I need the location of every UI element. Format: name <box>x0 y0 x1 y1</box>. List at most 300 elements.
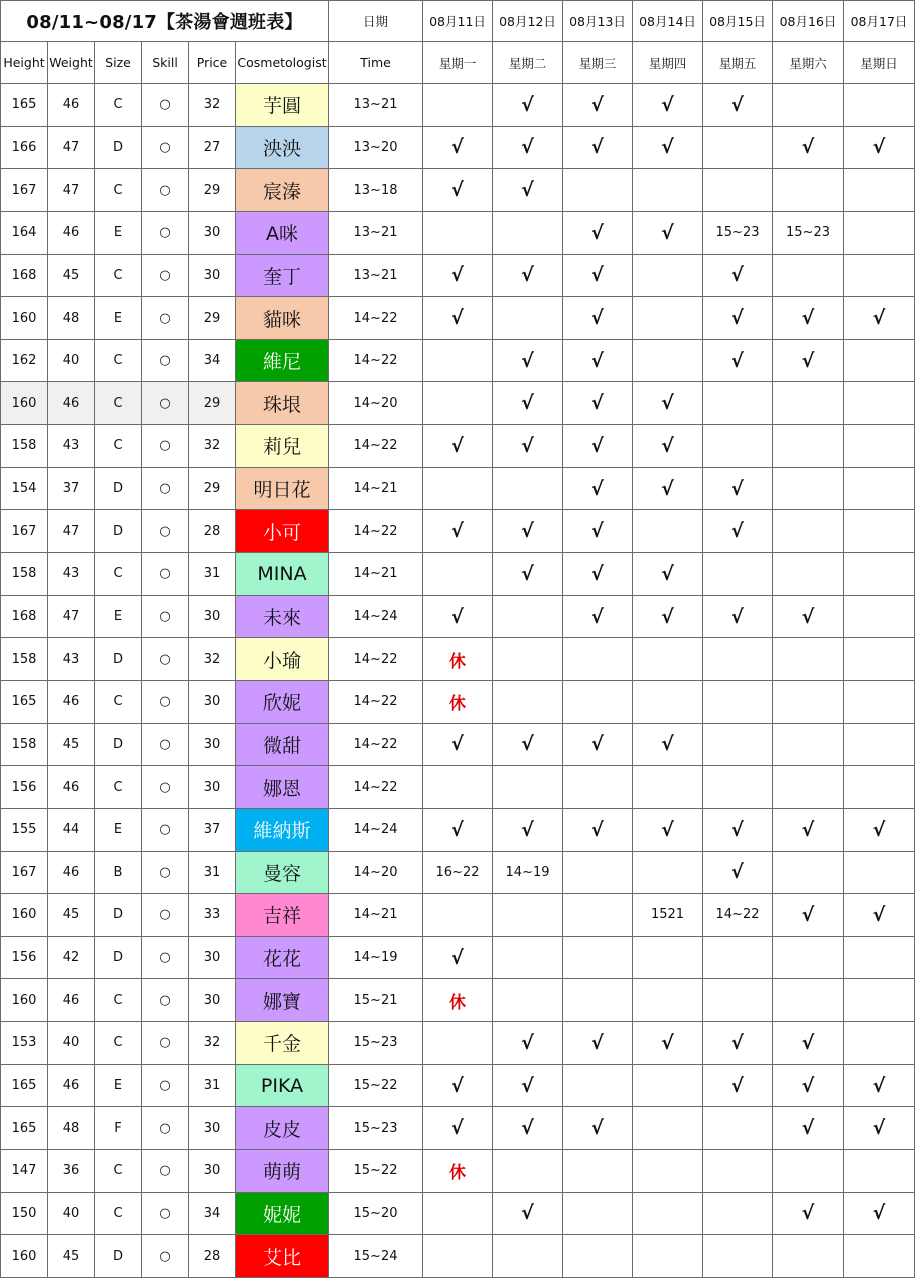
cosmetologist-name: 維納斯 <box>236 808 329 851</box>
check-mark: √ <box>633 808 703 851</box>
size-cell: C <box>95 84 142 127</box>
day-cell <box>844 211 915 254</box>
cosmetologist-name: 艾比 <box>236 1235 329 1278</box>
table-row <box>1 297 915 340</box>
day-cell <box>633 680 703 723</box>
check-mark: √ <box>773 1192 844 1235</box>
skill-cell: ○ <box>142 425 189 468</box>
weight-cell: 46 <box>48 851 95 894</box>
cosmetologist-name: 娜寶 <box>236 979 329 1022</box>
cosmetologist-name: PIKA <box>236 1064 329 1107</box>
height-cell: 165 <box>1 680 48 723</box>
day-cell <box>773 680 844 723</box>
price-cell: 28 <box>189 510 236 553</box>
size-cell: E <box>95 297 142 340</box>
price-cell: 30 <box>189 595 236 638</box>
height-cell: 164 <box>1 211 48 254</box>
weight-cell: 48 <box>48 297 95 340</box>
check-mark: √ <box>633 211 703 254</box>
day-hours: 15~23 <box>703 211 773 254</box>
price-cell: 37 <box>189 808 236 851</box>
time-cell: 14~22 <box>329 680 423 723</box>
day-cell <box>423 1192 493 1235</box>
size-cell: D <box>95 638 142 681</box>
skill-cell: ○ <box>142 1064 189 1107</box>
day-cell <box>633 851 703 894</box>
column-header-cosmetologist: Cosmetologist <box>236 42 329 84</box>
check-mark: √ <box>563 553 633 596</box>
day-cell <box>773 169 844 212</box>
table-row <box>1 1150 915 1193</box>
day-cell <box>703 680 773 723</box>
check-mark: √ <box>493 1107 563 1150</box>
table-row <box>1 169 915 212</box>
time-cell: 13~18 <box>329 169 423 212</box>
table-row <box>1 680 915 723</box>
height-cell: 168 <box>1 254 48 297</box>
skill-cell: ○ <box>142 126 189 169</box>
day-cell <box>563 680 633 723</box>
check-mark: √ <box>633 425 703 468</box>
weight-cell: 47 <box>48 126 95 169</box>
day-cell <box>633 1192 703 1235</box>
day-cell <box>633 1150 703 1193</box>
day-cell <box>703 1150 773 1193</box>
day-cell <box>773 425 844 468</box>
table-row <box>1 553 915 596</box>
price-cell: 31 <box>189 553 236 596</box>
table-row <box>1 1064 915 1107</box>
cosmetologist-name: 曼容 <box>236 851 329 894</box>
check-mark: √ <box>563 1107 633 1150</box>
day-cell <box>563 1064 633 1107</box>
check-mark: √ <box>423 936 493 979</box>
table-row <box>1 894 915 937</box>
height-cell: 160 <box>1 894 48 937</box>
day-cell <box>703 723 773 766</box>
check-mark: √ <box>703 339 773 382</box>
cosmetologist-name: 妮妮 <box>236 1192 329 1235</box>
day-cell <box>563 851 633 894</box>
skill-cell: ○ <box>142 510 189 553</box>
weekday-header: 星期六 <box>773 42 844 84</box>
day-cell <box>844 1235 915 1278</box>
height-cell: 158 <box>1 723 48 766</box>
weight-cell: 48 <box>48 1107 95 1150</box>
day-hours: 14~19 <box>493 851 563 894</box>
time-cell: 13~21 <box>329 84 423 127</box>
weight-cell: 40 <box>48 339 95 382</box>
time-cell: 15~22 <box>329 1150 423 1193</box>
check-mark: √ <box>703 510 773 553</box>
day-cell <box>493 1150 563 1193</box>
check-mark: √ <box>493 1192 563 1235</box>
weight-cell: 46 <box>48 979 95 1022</box>
day-cell <box>493 1235 563 1278</box>
day-cell <box>563 1235 633 1278</box>
price-cell: 34 <box>189 339 236 382</box>
check-mark: √ <box>633 553 703 596</box>
day-cell <box>773 851 844 894</box>
height-cell: 156 <box>1 936 48 979</box>
table-row <box>1 211 915 254</box>
day-cell <box>703 425 773 468</box>
height-cell: 167 <box>1 851 48 894</box>
table-row <box>1 1107 915 1150</box>
skill-cell: ○ <box>142 1192 189 1235</box>
height-cell: 167 <box>1 169 48 212</box>
day-cell <box>493 595 563 638</box>
day-cell <box>493 894 563 937</box>
day-cell <box>703 169 773 212</box>
price-cell: 30 <box>189 254 236 297</box>
day-cell <box>844 680 915 723</box>
day-cell <box>844 425 915 468</box>
check-mark: √ <box>703 254 773 297</box>
cosmetologist-name: 珠垠 <box>236 382 329 425</box>
check-mark: √ <box>703 595 773 638</box>
skill-cell: ○ <box>142 1150 189 1193</box>
height-cell: 150 <box>1 1192 48 1235</box>
column-header-height: Height <box>1 42 48 84</box>
date-header: 08月11日 <box>423 1 493 42</box>
cosmetologist-name: 小可 <box>236 510 329 553</box>
day-cell <box>773 510 844 553</box>
day-cell <box>703 1235 773 1278</box>
day-cell <box>633 979 703 1022</box>
day-cell <box>563 1150 633 1193</box>
weekday-header: 星期二 <box>493 42 563 84</box>
weight-cell: 46 <box>48 1064 95 1107</box>
day-cell <box>633 510 703 553</box>
day-cell <box>563 894 633 937</box>
day-cell <box>773 723 844 766</box>
table-row <box>1 851 915 894</box>
table-row <box>1 1022 915 1065</box>
skill-cell: ○ <box>142 680 189 723</box>
check-mark: √ <box>563 595 633 638</box>
day-cell <box>633 254 703 297</box>
table-row <box>1 126 915 169</box>
day-cell <box>844 1150 915 1193</box>
table-row <box>1 766 915 809</box>
price-cell: 30 <box>189 680 236 723</box>
time-cell: 15~23 <box>329 1022 423 1065</box>
day-cell <box>493 638 563 681</box>
time-cell: 15~20 <box>329 1192 423 1235</box>
time-cell: 13~20 <box>329 126 423 169</box>
column-header-price: Price <box>189 42 236 84</box>
skill-cell: ○ <box>142 467 189 510</box>
check-mark: √ <box>563 1022 633 1065</box>
check-mark: √ <box>493 84 563 127</box>
day-cell <box>633 297 703 340</box>
check-mark: √ <box>563 808 633 851</box>
day-cell <box>423 339 493 382</box>
day-cell <box>703 936 773 979</box>
cosmetologist-name: 小瑜 <box>236 638 329 681</box>
check-mark: √ <box>493 382 563 425</box>
day-cell <box>844 638 915 681</box>
table-row <box>1 254 915 297</box>
check-mark: √ <box>423 595 493 638</box>
day-cell <box>423 1022 493 1065</box>
size-cell: C <box>95 979 142 1022</box>
weekday-header: 星期三 <box>563 42 633 84</box>
time-cell: 14~24 <box>329 595 423 638</box>
cosmetologist-name: 萌萌 <box>236 1150 329 1193</box>
weekday-header: 星期五 <box>703 42 773 84</box>
check-mark: √ <box>773 595 844 638</box>
price-cell: 27 <box>189 126 236 169</box>
size-cell: D <box>95 510 142 553</box>
check-mark: √ <box>703 297 773 340</box>
cosmetologist-name: A咪 <box>236 211 329 254</box>
table-row <box>1 595 915 638</box>
day-cell <box>563 638 633 681</box>
day-cell <box>493 211 563 254</box>
day-cell <box>633 169 703 212</box>
check-mark: √ <box>844 894 915 937</box>
cosmetologist-name: 娜恩 <box>236 766 329 809</box>
skill-cell: ○ <box>142 553 189 596</box>
size-cell: D <box>95 126 142 169</box>
weight-cell: 46 <box>48 766 95 809</box>
height-cell: 167 <box>1 510 48 553</box>
weight-cell: 43 <box>48 553 95 596</box>
check-mark: √ <box>563 297 633 340</box>
day-cell <box>423 766 493 809</box>
column-header-size: Size <box>95 42 142 84</box>
cosmetologist-name: 皮皮 <box>236 1107 329 1150</box>
day-cell <box>563 936 633 979</box>
size-cell: C <box>95 169 142 212</box>
check-mark: √ <box>563 84 633 127</box>
cosmetologist-name: 莉兒 <box>236 425 329 468</box>
skill-cell: ○ <box>142 595 189 638</box>
skill-cell: ○ <box>142 723 189 766</box>
day-cell <box>844 254 915 297</box>
weight-cell: 45 <box>48 723 95 766</box>
price-cell: 30 <box>189 723 236 766</box>
size-cell: C <box>95 680 142 723</box>
day-cell <box>844 1022 915 1065</box>
check-mark: √ <box>773 1107 844 1150</box>
day-cell <box>563 1192 633 1235</box>
check-mark: √ <box>844 1064 915 1107</box>
cosmetologist-name: 奎丁 <box>236 254 329 297</box>
day-cell <box>703 553 773 596</box>
day-cell <box>773 979 844 1022</box>
day-cell <box>423 553 493 596</box>
time-cell: 13~21 <box>329 254 423 297</box>
time-cell: 14~24 <box>329 808 423 851</box>
height-cell: 158 <box>1 553 48 596</box>
price-cell: 30 <box>189 1107 236 1150</box>
size-cell: B <box>95 851 142 894</box>
height-cell: 160 <box>1 979 48 1022</box>
weight-cell: 43 <box>48 425 95 468</box>
height-cell: 165 <box>1 84 48 127</box>
time-cell: 14~22 <box>329 297 423 340</box>
check-mark: √ <box>563 510 633 553</box>
day-cell <box>493 680 563 723</box>
day-cell <box>633 766 703 809</box>
day-cell <box>844 979 915 1022</box>
date-header: 08月13日 <box>563 1 633 42</box>
cosmetologist-name: 泱泱 <box>236 126 329 169</box>
day-off-mark: 休 <box>423 979 493 1022</box>
schedule-body <box>1 84 915 1278</box>
day-cell <box>423 84 493 127</box>
height-cell: 147 <box>1 1150 48 1193</box>
size-cell: E <box>95 808 142 851</box>
time-cell: 14~21 <box>329 553 423 596</box>
day-cell <box>773 84 844 127</box>
check-mark: √ <box>423 808 493 851</box>
check-mark: √ <box>563 339 633 382</box>
check-mark: √ <box>423 126 493 169</box>
day-cell <box>844 169 915 212</box>
day-cell <box>703 126 773 169</box>
date-header: 08月12日 <box>493 1 563 42</box>
check-mark: √ <box>633 467 703 510</box>
check-mark: √ <box>493 808 563 851</box>
cosmetologist-name: 芋圓 <box>236 84 329 127</box>
skill-cell: ○ <box>142 808 189 851</box>
day-cell <box>844 467 915 510</box>
skill-cell: ○ <box>142 851 189 894</box>
skill-cell: ○ <box>142 169 189 212</box>
check-mark: √ <box>563 211 633 254</box>
check-mark: √ <box>633 1022 703 1065</box>
skill-cell: ○ <box>142 254 189 297</box>
day-cell <box>844 339 915 382</box>
check-mark: √ <box>703 467 773 510</box>
size-cell: D <box>95 723 142 766</box>
size-cell: E <box>95 211 142 254</box>
weekday-header: 星期一 <box>423 42 493 84</box>
table-row <box>1 84 915 127</box>
day-cell <box>773 254 844 297</box>
day-cell <box>773 1150 844 1193</box>
table-row <box>1 723 915 766</box>
date-header: 08月15日 <box>703 1 773 42</box>
height-cell: 162 <box>1 339 48 382</box>
cosmetologist-name: 明日花 <box>236 467 329 510</box>
time-cell: 15~21 <box>329 979 423 1022</box>
weekday-header: 星期日 <box>844 42 915 84</box>
time-cell: 14~21 <box>329 467 423 510</box>
check-mark: √ <box>633 382 703 425</box>
day-cell <box>773 467 844 510</box>
column-header-row <box>1 42 915 84</box>
size-cell: C <box>95 1022 142 1065</box>
check-mark: √ <box>844 1192 915 1235</box>
weight-cell: 42 <box>48 936 95 979</box>
check-mark: √ <box>844 808 915 851</box>
check-mark: √ <box>423 425 493 468</box>
check-mark: √ <box>563 382 633 425</box>
skill-cell: ○ <box>142 936 189 979</box>
check-mark: √ <box>493 254 563 297</box>
table-row <box>1 1235 915 1278</box>
day-cell <box>844 936 915 979</box>
check-mark: √ <box>493 425 563 468</box>
day-cell <box>493 936 563 979</box>
day-cell <box>423 1235 493 1278</box>
cosmetologist-name: 貓咪 <box>236 297 329 340</box>
column-header-skill: Skill <box>142 42 189 84</box>
table-row <box>1 936 915 979</box>
skill-cell: ○ <box>142 211 189 254</box>
check-mark: √ <box>423 510 493 553</box>
day-cell <box>633 936 703 979</box>
cosmetologist-name: 花花 <box>236 936 329 979</box>
check-mark: √ <box>633 595 703 638</box>
day-cell <box>844 382 915 425</box>
check-mark: √ <box>423 297 493 340</box>
day-cell <box>633 638 703 681</box>
day-cell <box>773 766 844 809</box>
skill-cell: ○ <box>142 1107 189 1150</box>
day-cell <box>844 553 915 596</box>
weight-cell: 43 <box>48 638 95 681</box>
check-mark: √ <box>493 169 563 212</box>
day-cell <box>773 382 844 425</box>
height-cell: 160 <box>1 1235 48 1278</box>
time-cell: 15~23 <box>329 1107 423 1150</box>
cosmetologist-name: 吉祥 <box>236 894 329 937</box>
weight-cell: 37 <box>48 467 95 510</box>
table-row <box>1 382 915 425</box>
weight-cell: 47 <box>48 169 95 212</box>
day-cell <box>633 339 703 382</box>
cosmetologist-name: 微甜 <box>236 723 329 766</box>
time-cell: 14~22 <box>329 339 423 382</box>
price-cell: 29 <box>189 169 236 212</box>
table-row <box>1 339 915 382</box>
table-row <box>1 638 915 681</box>
price-cell: 29 <box>189 467 236 510</box>
check-mark: √ <box>703 1022 773 1065</box>
time-cell: 14~20 <box>329 382 423 425</box>
day-cell <box>703 766 773 809</box>
day-cell <box>773 936 844 979</box>
weight-cell: 46 <box>48 382 95 425</box>
weight-cell: 47 <box>48 595 95 638</box>
check-mark: √ <box>493 510 563 553</box>
check-mark: √ <box>423 1107 493 1150</box>
check-mark: √ <box>773 808 844 851</box>
size-cell: E <box>95 595 142 638</box>
size-cell: D <box>95 894 142 937</box>
size-cell: D <box>95 1235 142 1278</box>
price-cell: 30 <box>189 1150 236 1193</box>
day-cell <box>563 766 633 809</box>
check-mark: √ <box>773 1022 844 1065</box>
day-cell <box>844 851 915 894</box>
time-cell: 14~20 <box>329 851 423 894</box>
check-mark: √ <box>844 126 915 169</box>
time-cell: 14~22 <box>329 723 423 766</box>
weight-cell: 45 <box>48 894 95 937</box>
day-cell <box>563 979 633 1022</box>
cosmetologist-name: 維尼 <box>236 339 329 382</box>
weekday-header: 星期四 <box>633 42 703 84</box>
weight-cell: 47 <box>48 510 95 553</box>
day-cell <box>423 894 493 937</box>
